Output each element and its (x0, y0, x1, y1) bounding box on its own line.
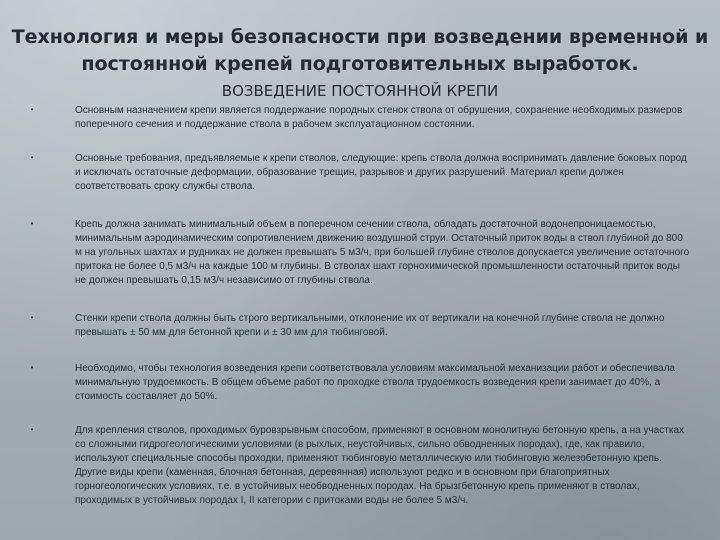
slide-title (0, 24, 720, 78)
bullet-text: Для крепления стволов, проходимых буровзрывным способом, применяют в основном монолитную бетонную крепь, а на участках со сложными гидрогеологическими условиями (в рыхлых, неустойчивых, сильно обводненных породах), где, как правило, используют специальные способы проходки, применяют тюбинговую металлическую или тюбинговую железобетонную крепь. Другие виды крепи (каменная, блочная бетонная, деревянная) используют редко и в основном при благоприятных горногеологических условиях, т.е. в устойчивых необводненных породах. На брызгбетонную крепь применяют в стволах, проходимых в устойчивых породах I, II категории с притоками воды не более 5 м3/ч. (75, 425, 684, 506)
title-line-1: Технология и меры безопасности при возведении временной и (11, 26, 709, 48)
bullet-text: Основные требования, предъявляемые к крепи стволов, следующие: крепь ствола должна воспринимать давление боковых пород и исключать остаточные деформации, образование трещин, разрывов и других разрушений. Материал крепи должен соответствовать сроку службы ствола. (75, 153, 687, 192)
bullet-item (28, 218, 692, 288)
bullet-text: Стенки крепи ствола должны быть строго вертикальными, отклонение их от вертикали на конечной глубине ствола не должно превышать ± 50 мм для бетонной крепи и ± 30 мм для тюбинговой. (75, 313, 665, 338)
title-line-2: постоянной крепей подготовительных выработок. (81, 53, 639, 75)
bullet-item (28, 312, 692, 340)
bullet-item (28, 152, 692, 194)
bullet-text: Крепь должна занимать минимальный объем в поперечном сечении ствола, обладать достаточной водонепроницаемостью, минимальным аэродинамическим сопротивлением движению воздушной струи. Остаточный приток воды в ствол глубиной до 800 м на угольных шахтах и рудниках не должен превышать 5 м3/ч, при большей глубине стволов допускается увеличение остаточного притока не более 0,5 м3/ч на каждые 100 м глубины. В стволах шахт горнохимической промышленности остаточный приток воды не должен превышать 0,15 м3/ч независимо от глубины ствола. (75, 219, 690, 286)
bullet-icon: • (30, 219, 34, 228)
bullet-text: Основным назначением крепи является поддержание породных стенок ствола от обрушения, сохранение необходимых размеров поперечного сечения и поддержание ствола в рабочем эксплуатационном состоянии. (75, 105, 683, 130)
bullet-icon: • (30, 425, 34, 434)
bullet-icon: • (30, 153, 34, 162)
bullet-icon: • (30, 313, 34, 322)
slide-subtitle: ВОЗВЕДЕНИЕ ПОСТОЯННОЙ КРЕПИ (221, 82, 499, 100)
bullet-icon: • (30, 363, 34, 372)
bullet-item (28, 104, 692, 132)
bullet-item (28, 424, 692, 508)
bullet-icon: • (30, 105, 34, 114)
bullet-text: Необходимо, чтобы технология возведения крепи соответствовала условиям максимальной механизации работ и обеспечивала минимальную трудоемкость. В общем объеме работ по проходке ствола трудоемкость возведения крепи занимает до 40%, а стоимость составляет до 50%. (75, 363, 676, 402)
bullet-list (28, 104, 692, 508)
bullet-item (28, 362, 692, 404)
